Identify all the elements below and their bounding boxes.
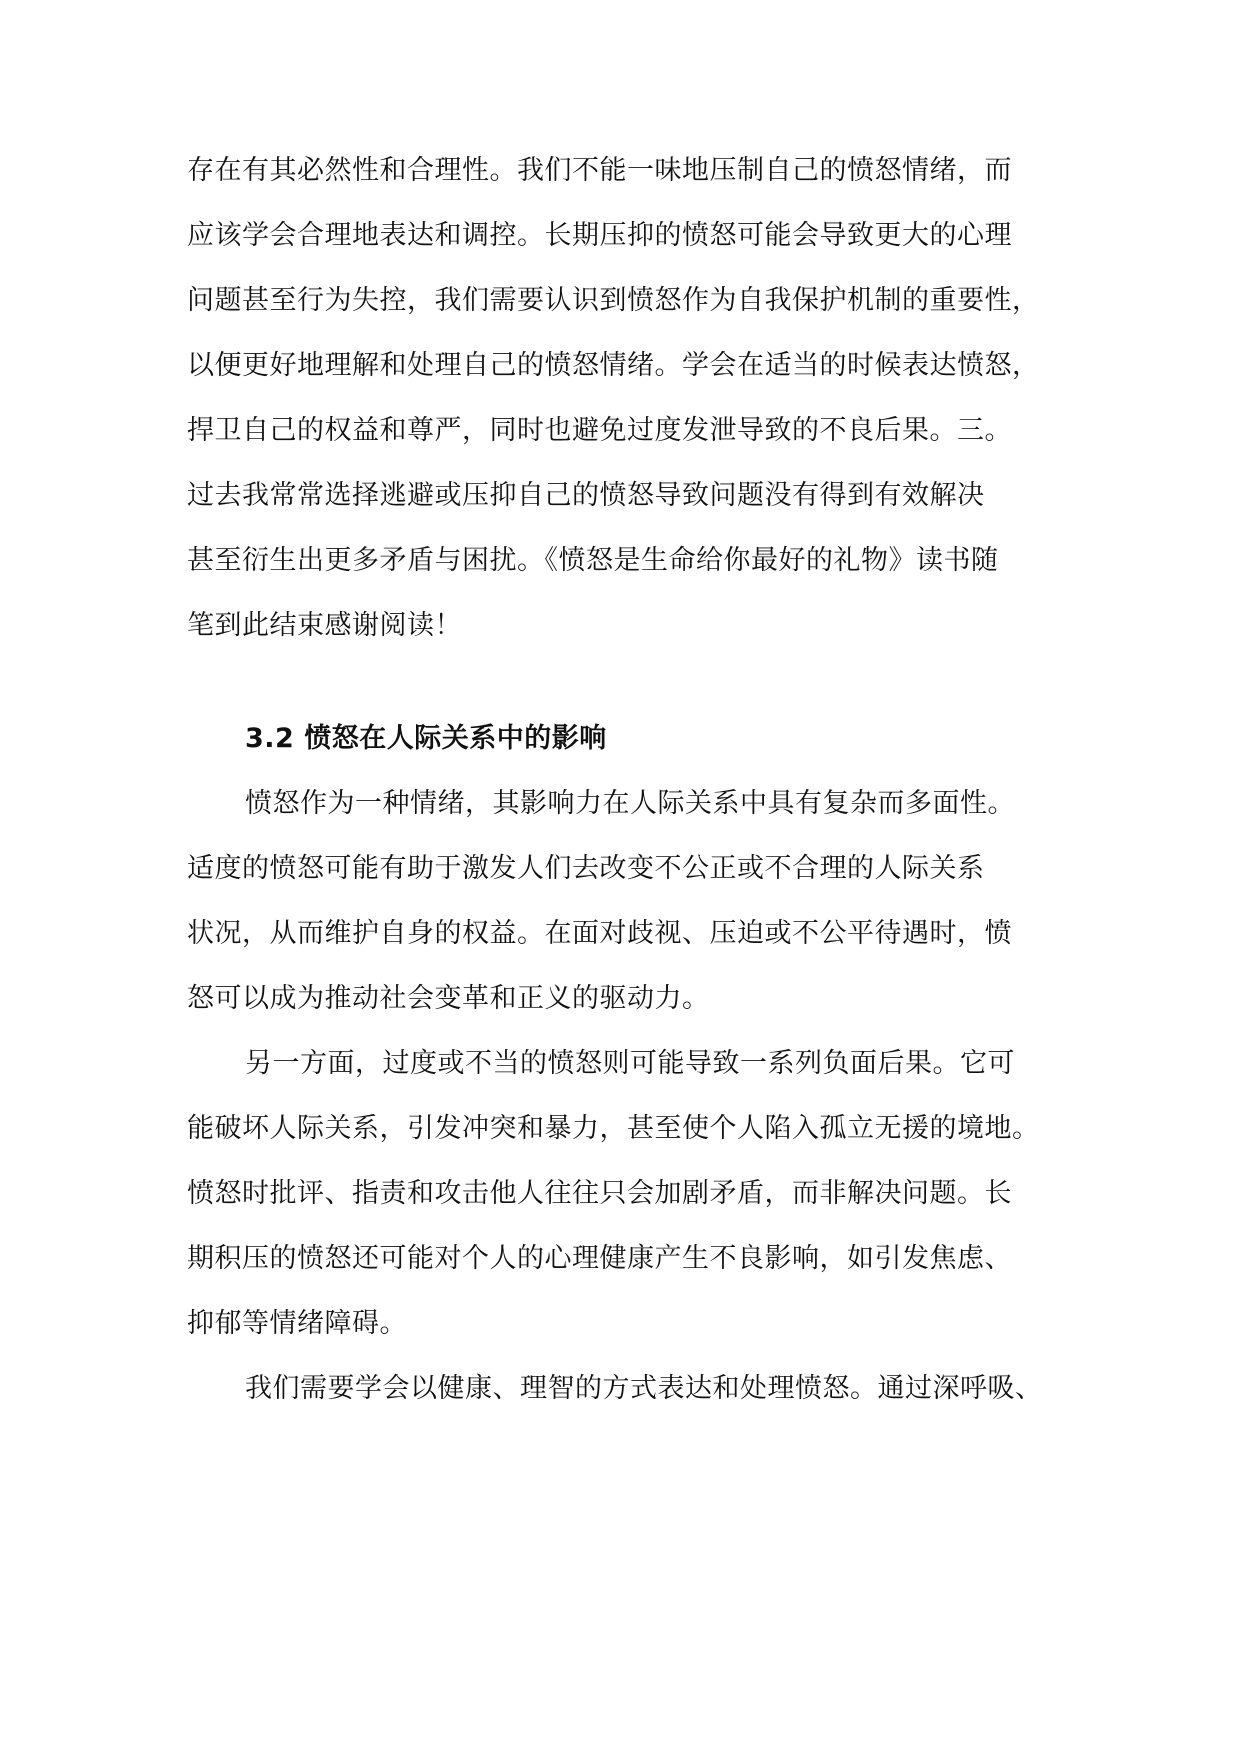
paragraph-line: 抑郁等情绪障碍。: [187, 1308, 407, 1339]
paragraph-line: 以便更好地理解和处理自己的愤怒情绪。学会在适当的时候表达愤怒，: [187, 350, 1040, 381]
continued-paragraph: [187, 148, 1087, 668]
text-column: [187, 148, 1087, 1431]
paragraph-line: 应该学会合理地表达和调控。长期压抑的愤怒可能会导致更大的心理: [187, 220, 1012, 251]
paragraph-line: 愤怒时批评、指责和攻击他人往往只会加剧矛盾，而非解决问题。长: [187, 1178, 1012, 1209]
body-paragraph-2: [187, 1041, 1087, 1366]
paragraph-line: 愤怒作为一种情绪，其影响力在人际关系中具有复杂而多面性。: [245, 788, 1015, 819]
paragraph-line: 另一方面，过度或不当的愤怒则可能导致一系列负面后果。它可: [245, 1048, 1015, 1079]
paragraph-line: 期积压的愤怒还可能对个人的心理健康产生不良影响，如引发焦虑、: [187, 1243, 1012, 1274]
paragraph-line: 能破坏人际关系，引发冲突和暴力，甚至使个人陷入孤立无援的境地。: [187, 1113, 1040, 1144]
section-heading: 3.2 愤怒在人际关系中的影响: [245, 723, 607, 754]
paragraph-line: 我们需要学会以健康、理智的方式表达和处理愤怒。通过深呼吸、: [245, 1373, 1043, 1404]
body-paragraph-3: [187, 1366, 1087, 1431]
paragraph-line: 过去我常常选择逃避或压抑自己的愤怒导致问题没有得到有效解决: [187, 480, 985, 511]
paragraph-line: 怒可以成为推动社会变革和正义的驱动力。: [187, 983, 710, 1014]
paragraph-line: 笔到此结束感谢阅读！: [187, 610, 462, 641]
paragraph-line: 存在有其必然性和合理性。我们不能一味地压制自己的愤怒情绪，而: [187, 155, 1012, 186]
body-paragraph-1: [187, 781, 1087, 1041]
paragraph-line: 状况，从而维护自身的权益。在面对歧视、压迫或不公平待遇时，愤: [187, 918, 1012, 949]
paragraph-line: 问题甚至行为失控，我们需要认识到愤怒作为自我保护机制的重要性，: [187, 285, 1040, 316]
paragraph-line: 捍卫自己的权益和尊严，同时也避免过度发泄导致的不良后果。三。: [187, 415, 1012, 446]
section-spacer: [187, 668, 1087, 716]
paragraph-line: 甚至衍生出更多矛盾与困扰。《愤怒是生命给你最好的礼物》读书随: [187, 545, 999, 576]
paragraph-line: 适度的愤怒可能有助于激发人们去改变不公正或不合理的人际关系: [187, 853, 985, 884]
